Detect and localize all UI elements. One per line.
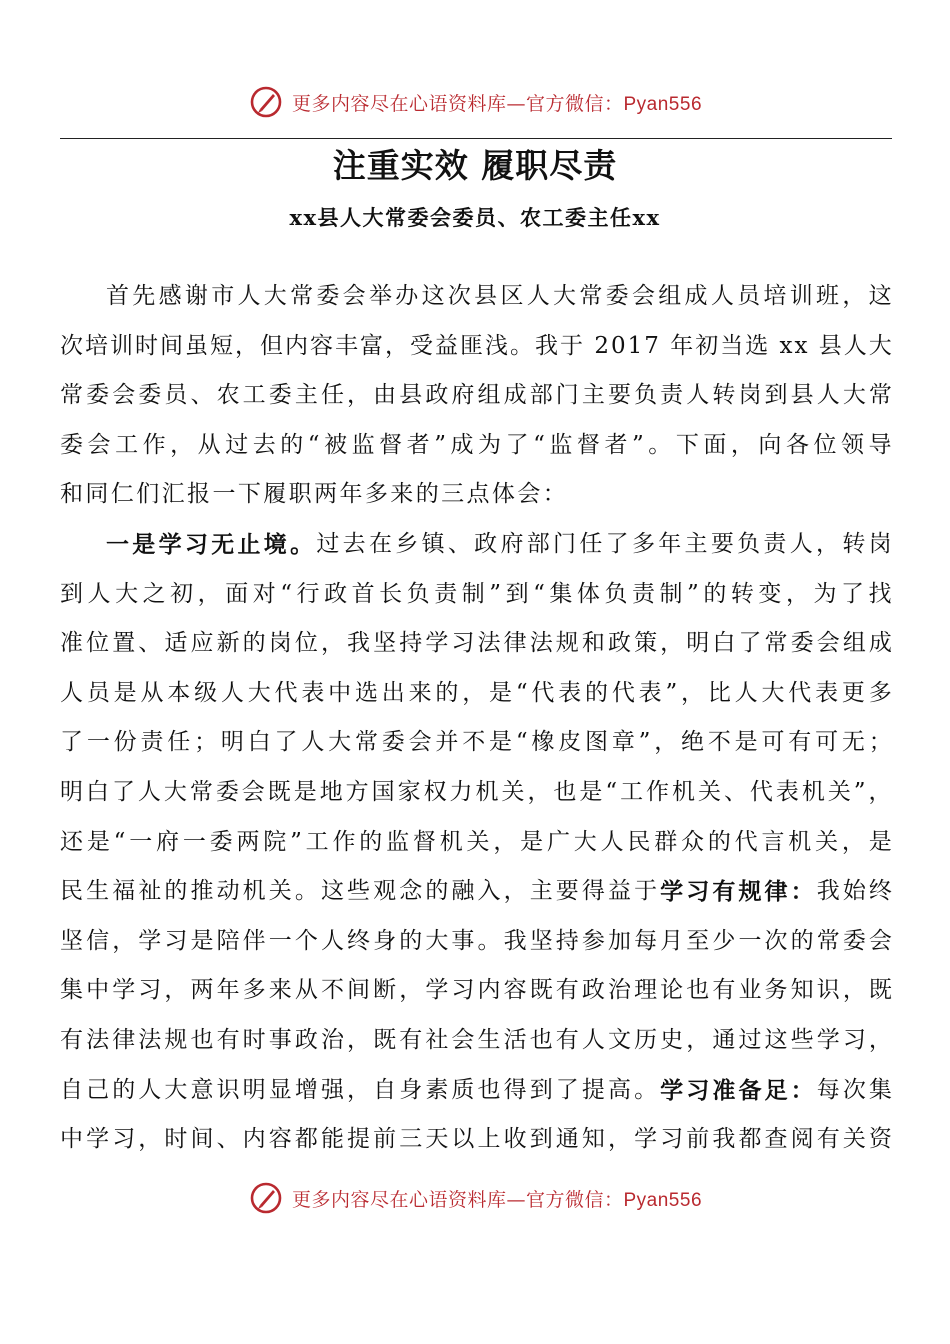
- footer-watermark-banner: [0, 1178, 950, 1218]
- body-line: 中 学 习 ， 时 间 、 内 容 都 能 提 前 三 天 以 上 收 到 通 知 ， 学 习 前 我 都 查 阅 有 关 资: [60, 1126, 892, 1153]
- body-line: 还 是 “ 一 府 一 委 两 院 ” 工 作 的 监 督 机 关 ， 是 广 大 人 民 群 众 的 代 言 机 关 ， 是: [60, 828, 892, 855]
- body-line: 坚 信 ， 学 习 是 陪 伴 一 个 人 终 身 的 大 事 。 我 坚 持 参 加 每 月 至 少 一 次 的 常 委 会: [60, 927, 892, 954]
- document-title: 注重实效 履职尽责: [332, 146, 618, 185]
- body-line: 到 人 大 之 初 ， 面 对 “ 行 政 首 长 负 责 制 ” 到 “ 集 体 负 责 制 ” 的 转 变 ， 为 了 找: [60, 580, 892, 607]
- header-watermark-banner: [0, 82, 950, 122]
- body-line: 准 位 置 、 适 应 新 的 岗 位 ， 我 坚 持 学 习 法 律 法 规 和 政 策 ， 明 白 了 常 委 会 组 成: [60, 630, 892, 657]
- body-line: 自 己 的 人 大 意 识 明 显 增 强 ， 自 身 素 质 也 得 到 了 提 高 。 学 习 准 备 足 ： 每 次 集: [60, 1076, 892, 1104]
- watermark-text: 更多内容尽在心语资料库—官方微信：Pyan556: [291, 1188, 703, 1211]
- body-line: 常 委 会 委 员 、 农 工 委 主 任 ， 由 县 政 府 组 成 部 门 主 要 负 责 人 转 岗 到 县 人 大 常: [60, 382, 892, 409]
- body-line: 一 是 学 习 无 止 境 。 过 去 在 乡 镇 、 政 府 部 门 任 了 多 年 主 要 负 责 人 ， 转 岗: [106, 530, 892, 558]
- body-line: 委 会 工 作 ， 从 过 去 的 “ 被 监 督 者 ” 成 为 了 “ 监 督 者 ” 。 下 面 ， 向 各 位 领 导: [60, 431, 892, 458]
- body-line: 明 白 了 人 大 常 委 会 既 是 地 方 国 家 权 力 机 关 ， 也 是 “ 工 作 机 关 、 代 表 机 关 ” ，: [60, 778, 892, 805]
- body-line: 人 员 是 从 本 级 人 大 代 表 中 选 出 来 的 ， 是 “ 代 表 的 代 表 ” ， 比 人 大 代 表 更 多: [60, 679, 892, 706]
- pen-logo-icon: [248, 1180, 284, 1216]
- document-subtitle: xx县人大常委会委员、农工委主任xx: [289, 205, 661, 230]
- pen-logo-icon: [248, 84, 284, 120]
- header-divider: [60, 138, 892, 139]
- body-line: 民 生 福 祉 的 推 动 机 关 。 这 些 观 念 的 融 入 ， 主 要 得 益 于 学 习 有 规 律 ： 我 始 终: [60, 878, 892, 906]
- body-line: 次 培 训 时 间 虽 短 ， 但 内 容 丰 富 ， 受 益 匪 浅 。 我 于 2 0 1 7 年 初 当 选 x x 县 人 大: [60, 332, 892, 359]
- body-line: 了 一 份 责 任 ； 明 白 了 人 大 常 委 会 并 不 是 “ 橡 皮 图 章 ” ， 绝 不 是 可 有 可 无 ；: [60, 729, 892, 756]
- body-line: 集 中 学 习 ， 两 年 多 来 从 不 间 断 ， 学 习 内 容 既 有 政 治 理 论 也 有 业 务 知 识 ， 既: [60, 977, 892, 1004]
- body-line: 和 同 仁 们 汇 报 一 下 履 职 两 年 多 来 的 三 点 体 会 ：: [60, 481, 569, 508]
- body-line: 首 先 感 谢 市 人 大 常 委 会 举 办 这 次 县 区 人 大 常 委 会 组 成 人 员 培 训 班 ， 这: [106, 283, 892, 309]
- watermark-text: 更多内容尽在心语资料库—官方微信：Pyan556: [291, 92, 703, 115]
- document-body: [60, 272, 892, 1165]
- body-line: 有 法 律 法 规 也 有 时 事 政 治 ， 既 有 社 会 生 活 也 有 人 文 历 史 ， 通 过 这 些 学 习 ，: [60, 1026, 892, 1053]
